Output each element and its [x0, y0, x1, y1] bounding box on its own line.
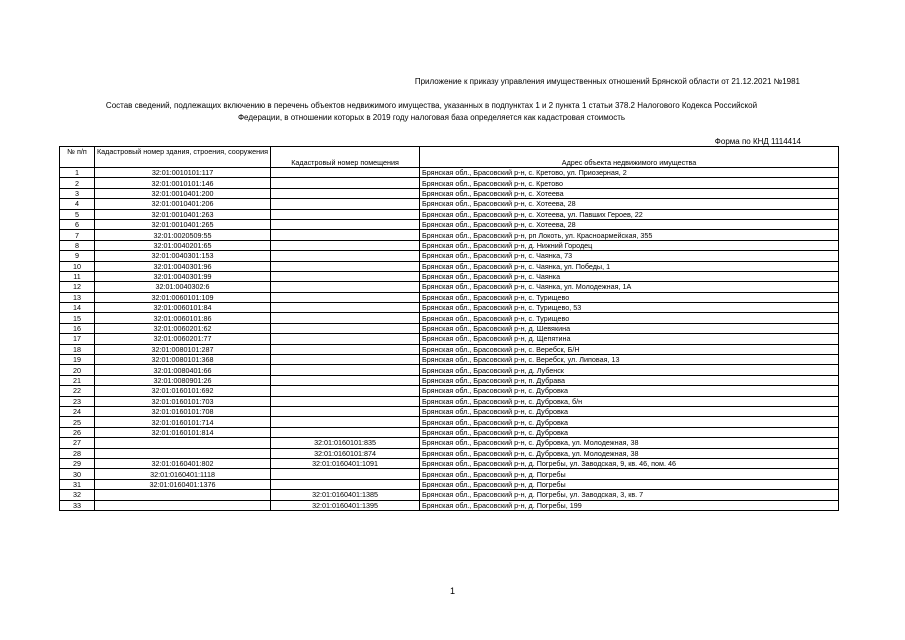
cell-building-cadastral: [95, 500, 271, 510]
cell-room-cadastral: [271, 168, 420, 178]
document-title-line-1: Состав сведений, подлежащих включению в перечень объектов недвижимого имущества, указанных в подпунктах 1 и 2 пункта 1 статьи 378.2 Налогового Кодекса Российской: [105, 101, 758, 110]
cell-address: Брянская обл., Брасовский р-н, д. Щепятина: [420, 334, 839, 344]
cell-room-cadastral: [271, 230, 420, 240]
cell-number: 26: [60, 427, 95, 437]
table-row: [60, 490, 839, 500]
table-row: [60, 355, 839, 365]
cell-building-cadastral: 32:01:0160101:692: [95, 386, 271, 396]
cell-room-cadastral: 32:01:0160401:1385: [271, 490, 420, 500]
cell-room-cadastral: [271, 209, 420, 219]
header-building-cadastral: Кадастровый номер здания, строения, сооружения: [95, 147, 271, 168]
cell-building-cadastral: 32:01:0080101:287: [95, 344, 271, 354]
cell-address: Брянская обл., Брасовский р-н, с. Кретово: [420, 178, 839, 188]
cell-address: Брянская обл., Брасовский р-н, с. Хотеева, ул. Павших Героев, 22: [420, 209, 839, 219]
cell-number: 33: [60, 500, 95, 510]
cell-room-cadastral: 32:01:0160101:874: [271, 448, 420, 458]
cell-address: Брянская обл., Брасовский р-н, с. Хотеева: [420, 188, 839, 198]
cell-number: 20: [60, 365, 95, 375]
cell-number: 32: [60, 490, 95, 500]
cell-address: Брянская обл., Брасовский р-н, с. Дубровка, ул. Молодежная, 38: [420, 438, 839, 448]
cell-building-cadastral: 32:01:0080901:26: [95, 375, 271, 385]
cell-room-cadastral: 32:01:0160101:835: [271, 438, 420, 448]
cell-address: Брянская обл., Брасовский р-н, с. Чаянка, 73: [420, 251, 839, 261]
cell-building-cadastral: 32:01:0060201:77: [95, 334, 271, 344]
cell-room-cadastral: [271, 479, 420, 489]
cell-number: 9: [60, 251, 95, 261]
table-row: [60, 334, 839, 344]
cell-number: 24: [60, 406, 95, 416]
header-room-cadastral: Кадастровый номер помещения: [271, 147, 420, 168]
appendix-reference: Приложение к приказу управления имущественных отношений Брянской области от 21.12.2021 №1981: [414, 77, 800, 86]
cell-address: Брянская обл., Брасовский р-н, с. Дубровка: [420, 427, 839, 437]
cell-number: 11: [60, 271, 95, 281]
cell-room-cadastral: [271, 303, 420, 313]
cell-number: 16: [60, 323, 95, 333]
cell-address: Брянская обл., Брасовский р-н, д. Погребы: [420, 469, 839, 479]
cell-room-cadastral: [271, 199, 420, 209]
cell-address: Брянская обл., Брасовский р-н, с. Хотеева, 28: [420, 199, 839, 209]
table-row: [60, 240, 839, 250]
cell-building-cadastral: 32:01:0160101:708: [95, 406, 271, 416]
cell-number: 5: [60, 209, 95, 219]
table-row: [60, 500, 839, 510]
cell-address: Брянская обл., Брасовский р-н, д. Нижний Городец: [420, 240, 839, 250]
cell-building-cadastral: 32:01:0040302:6: [95, 282, 271, 292]
cell-address: Брянская обл., Брасовский р-н, д. Погребы: [420, 479, 839, 489]
table-row: [60, 386, 839, 396]
cell-number: 19: [60, 355, 95, 365]
cell-room-cadastral: [271, 292, 420, 302]
cell-room-cadastral: [271, 344, 420, 354]
header-address: Адрес объекта недвижимого имущества: [420, 147, 839, 168]
form-code: Форма по КНД 1114414: [714, 137, 801, 146]
cell-address: Брянская обл., Брасовский р-н, с. Кретово, ул. Приозерная, 2: [420, 168, 839, 178]
cell-address: Брянская обл., Брасовский р-н, с. Дубровка, б/н: [420, 396, 839, 406]
cell-room-cadastral: [271, 427, 420, 437]
table-row: [60, 396, 839, 406]
cell-address: Брянская обл., Брасовский р-н, с. Турищево, 53: [420, 303, 839, 313]
table-row: [60, 251, 839, 261]
cell-room-cadastral: [271, 323, 420, 333]
cell-address: Брянская обл., Брасовский р-н, с. Чаянка, ул. Победы, 1: [420, 261, 839, 271]
cell-building-cadastral: [95, 448, 271, 458]
cell-building-cadastral: 32:01:0060101:86: [95, 313, 271, 323]
cell-building-cadastral: 32:01:0040301:99: [95, 271, 271, 281]
table-row: [60, 479, 839, 489]
table-row: [60, 282, 839, 292]
table-row: [60, 323, 839, 333]
table-row: [60, 261, 839, 271]
cell-room-cadastral: [271, 240, 420, 250]
cell-number: 23: [60, 396, 95, 406]
cell-number: 28: [60, 448, 95, 458]
cell-building-cadastral: 32:01:0160101:703: [95, 396, 271, 406]
cell-room-cadastral: [271, 365, 420, 375]
cell-number: 29: [60, 458, 95, 468]
cell-number: 8: [60, 240, 95, 250]
cell-room-cadastral: [271, 178, 420, 188]
cell-number: 3: [60, 188, 95, 198]
cell-address: Брянская обл., Брасовский р-н, д. Лубенск: [420, 365, 839, 375]
table-row: [60, 313, 839, 323]
cell-building-cadastral: 32:01:0040301:96: [95, 261, 271, 271]
cell-building-cadastral: 32:01:0010101:117: [95, 168, 271, 178]
cell-address: Брянская обл., Брасовский р-н, с. Турищево: [420, 292, 839, 302]
cell-building-cadastral: 32:01:0010401:263: [95, 209, 271, 219]
cell-address: Брянская обл., Брасовский р-н, с. Дубровка: [420, 406, 839, 416]
cell-number: 17: [60, 334, 95, 344]
cell-number: 4: [60, 199, 95, 209]
cell-building-cadastral: 32:01:0060101:84: [95, 303, 271, 313]
cell-room-cadastral: [271, 261, 420, 271]
table-row: [60, 219, 839, 229]
table-row: [60, 427, 839, 437]
cell-address: Брянская обл., Брасовский р-н, с. Чаянка, ул. Молодежная, 1А: [420, 282, 839, 292]
cell-building-cadastral: 32:01:0010401:206: [95, 199, 271, 209]
cell-building-cadastral: 32:01:0080401:66: [95, 365, 271, 375]
cell-building-cadastral: 32:01:0060101:109: [95, 292, 271, 302]
cell-number: 1: [60, 168, 95, 178]
cell-number: 2: [60, 178, 95, 188]
cell-number: 18: [60, 344, 95, 354]
table-row: [60, 469, 839, 479]
table-body: [60, 168, 839, 511]
header-num: № п/п: [60, 147, 95, 168]
cell-building-cadastral: [95, 490, 271, 500]
table-row: [60, 188, 839, 198]
cell-room-cadastral: 32:01:0160401:1395: [271, 500, 420, 510]
cell-room-cadastral: [271, 188, 420, 198]
table-row: [60, 271, 839, 281]
cell-address: Брянская обл., Брасовский р-н, с. Чаянка: [420, 271, 839, 281]
cell-building-cadastral: 32:01:0010401:265: [95, 219, 271, 229]
cell-address: Брянская обл., Брасовский р-н, д. Погребы, ул. Заводская, 9, кв. 46, пом. 46: [420, 458, 839, 468]
document-title-line-2: Федерации, в отношении которых в 2019 году налоговая база определяется как кадастровая стоимость: [237, 113, 626, 122]
cell-number: 27: [60, 438, 95, 448]
cell-room-cadastral: [271, 375, 420, 385]
table-row: [60, 199, 839, 209]
document-title: [60, 100, 803, 124]
cell-building-cadastral: 32:01:0020509:55: [95, 230, 271, 240]
cell-number: 31: [60, 479, 95, 489]
cell-room-cadastral: [271, 313, 420, 323]
cell-building-cadastral: 32:01:0160401:1118: [95, 469, 271, 479]
cell-number: 6: [60, 219, 95, 229]
cell-address: Брянская обл., Брасовский р-н, с. Турищево: [420, 313, 839, 323]
cell-room-cadastral: [271, 406, 420, 416]
table-row: [60, 406, 839, 416]
cell-address: Брянская обл., Брасовский р-н, д. Погребы, 199: [420, 500, 839, 510]
cell-building-cadastral: 32:01:0160401:1376: [95, 479, 271, 489]
table-row: [60, 417, 839, 427]
cell-room-cadastral: [271, 271, 420, 281]
cell-number: 15: [60, 313, 95, 323]
table-row: [60, 448, 839, 458]
table-row: [60, 375, 839, 385]
table-row: [60, 230, 839, 240]
page-number: 1: [449, 586, 455, 596]
cell-number: 30: [60, 469, 95, 479]
cell-room-cadastral: [271, 334, 420, 344]
cell-building-cadastral: 32:01:0060201:62: [95, 323, 271, 333]
cell-building-cadastral: 32:01:0160101:714: [95, 417, 271, 427]
table-row: [60, 292, 839, 302]
cell-room-cadastral: [271, 386, 420, 396]
cell-building-cadastral: 32:01:0010101:146: [95, 178, 271, 188]
cell-number: 21: [60, 375, 95, 385]
cell-room-cadastral: 32:01:0160401:1091: [271, 458, 420, 468]
cell-address: Брянская обл., Брасовский р-н, с. Дубровка: [420, 417, 839, 427]
cell-room-cadastral: [271, 219, 420, 229]
cell-room-cadastral: [271, 282, 420, 292]
cell-address: Брянская обл., Брасовский р-н, рп Локоть, ул. Красноармейская, 355: [420, 230, 839, 240]
table-row: [60, 438, 839, 448]
cell-address: Брянская обл., Брасовский р-н, д. Шевякина: [420, 323, 839, 333]
property-table: [59, 146, 839, 511]
cell-address: Брянская обл., Брасовский р-н, с. Дубровка, ул. Молодежная, 38: [420, 448, 839, 458]
cell-number: 13: [60, 292, 95, 302]
cell-room-cadastral: [271, 396, 420, 406]
cell-number: 12: [60, 282, 95, 292]
cell-room-cadastral: [271, 251, 420, 261]
table-header-row: [60, 147, 839, 168]
table-row: [60, 458, 839, 468]
cell-building-cadastral: 32:01:0160101:814: [95, 427, 271, 437]
cell-address: Брянская обл., Брасовский р-н, с. Веребск, ул. Липовая, 13: [420, 355, 839, 365]
cell-address: Брянская обл., Брасовский р-н, с. Веребск, Б/Н: [420, 344, 839, 354]
cell-address: Брянская обл., Брасовский р-н, с. Дубровка: [420, 386, 839, 396]
cell-number: 22: [60, 386, 95, 396]
cell-building-cadastral: 32:01:0160401:802: [95, 458, 271, 468]
cell-building-cadastral: [95, 438, 271, 448]
cell-building-cadastral: 32:01:0040201:65: [95, 240, 271, 250]
table-row: [60, 303, 839, 313]
cell-address: Брянская обл., Брасовский р-н, д. Погребы, ул. Заводская, 3, кв. 7: [420, 490, 839, 500]
cell-building-cadastral: 32:01:0080101:368: [95, 355, 271, 365]
cell-address: Брянская обл., Брасовский р-н, с. Хотеева, 28: [420, 219, 839, 229]
cell-room-cadastral: [271, 469, 420, 479]
cell-number: 14: [60, 303, 95, 313]
cell-room-cadastral: [271, 355, 420, 365]
cell-number: 7: [60, 230, 95, 240]
cell-number: 25: [60, 417, 95, 427]
cell-room-cadastral: [271, 417, 420, 427]
cell-number: 10: [60, 261, 95, 271]
cell-address: Брянская обл., Брасовский р-н, п. Дубрава: [420, 375, 839, 385]
table-row: [60, 365, 839, 375]
cell-building-cadastral: 32:01:0010401:200: [95, 188, 271, 198]
table-row: [60, 178, 839, 188]
table-row: [60, 168, 839, 178]
table-row: [60, 209, 839, 219]
cell-building-cadastral: 32:01:0040301:153: [95, 251, 271, 261]
table-row: [60, 344, 839, 354]
